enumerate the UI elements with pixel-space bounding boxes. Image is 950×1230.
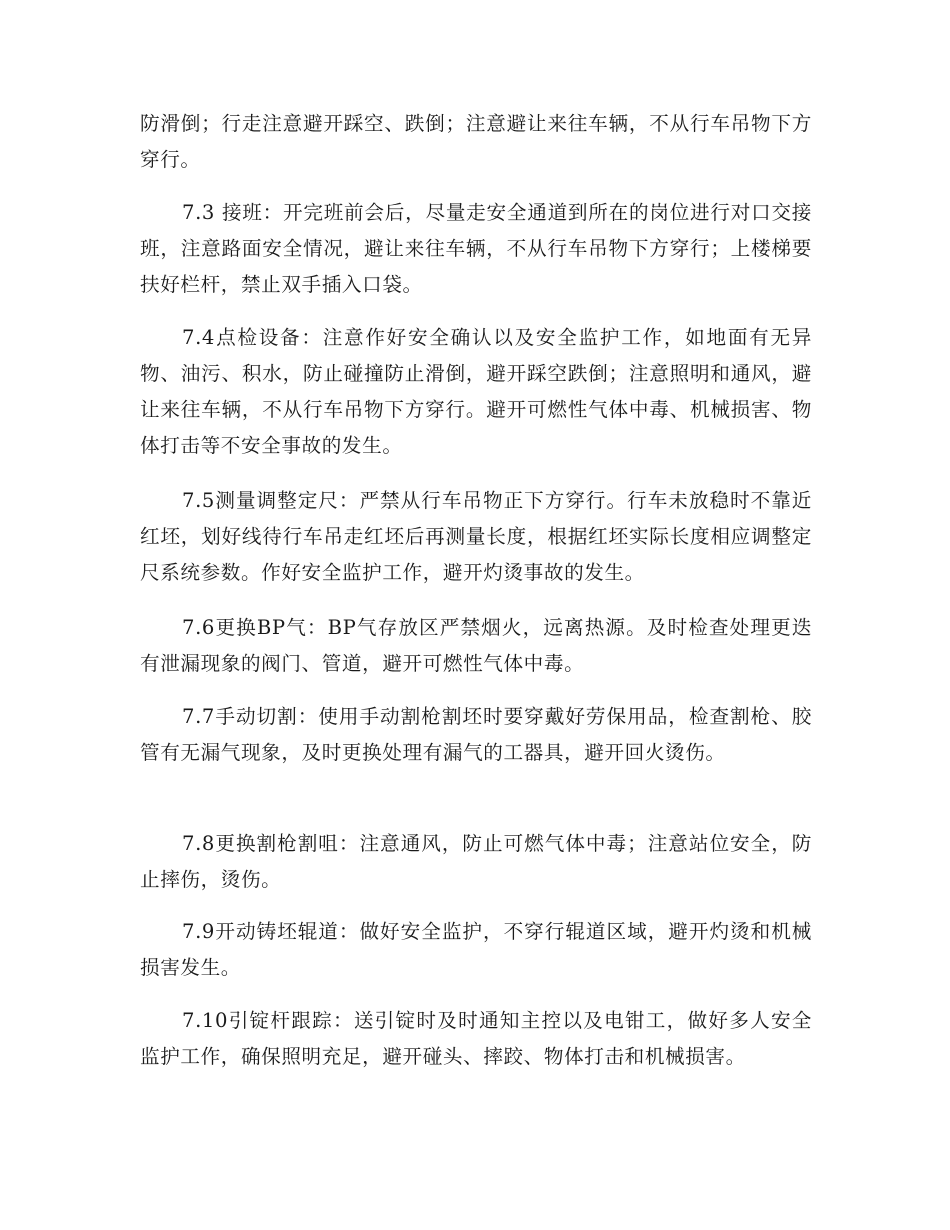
paragraph-7-9-roller-table-operation: 7.9开动铸坯辊道：做好安全监护，不穿行辊道区域，避开灼烫和机械损害发生。	[140, 920, 812, 979]
paragraph-continuation: 防滑倒；行走注意避开踩空、跌倒；注意避让来往车辆，不从行车吊物下方穿行。	[140, 112, 812, 171]
paragraph-7-5-length-measurement: 7.5测量调整定尺：严禁从行车吊物正下方穿行。行车未放稳时不靠近红坯，划好线待行车吊走红坯后再测量长度，根据红坯实际长度相应调整定尺系统参数。作好安全监护工作，避开灼烫事故的发生。	[140, 489, 812, 584]
paragraph-7-10-dummy-bar-tracking: 7.10引锭杆跟踪：送引锭时及时通知主控以及电钳工，做好多人安全监护工作，确保照明充足，避开碰头、摔跤、物体打击和机械损害。	[140, 1009, 812, 1068]
paragraph-7-4-equipment-inspection: 7.4点检设备：注意作好安全确认以及安全监护工作，如地面有无异物、油污、积水，防止碰撞防止滑倒，避开踩空跌倒；注意照明和通风，避让来往车辆，不从行车吊物下方穿行。避开可燃性气体中毒、机械损害、物体打击等不安全事故的发生。	[140, 326, 812, 457]
paragraph-7-3-shift-handover: 7.3 接班：开完班前会后，尽量走安全通道到所在的岗位进行对口交接班，注意路面安全情况，避让来往车辆，不从行车吊物下方穿行；上楼梯要扶好栏杆，禁止双手插入口袋。	[140, 201, 812, 296]
paragraph-7-6-bp-gas-replacement: 7.6更换BP气：BP气存放区严禁烟火，远离热源。及时检查处理更迭有泄漏现象的阀门、管道，避开可燃性气体中毒。	[140, 616, 812, 675]
paragraph-7-7-manual-cutting: 7.7手动切割：使用手动割枪割坯时要穿戴好劳保用品，检查割枪、胶管有无漏气现象，及时更换处理有漏气的工器具，避开回火烫伤。	[140, 705, 812, 764]
paragraph-7-8-torch-nozzle-replacement: 7.8更换割枪割咀：注意通风，防止可燃气体中毒；注意站位安全，防止摔伤，烫伤。	[140, 832, 812, 891]
